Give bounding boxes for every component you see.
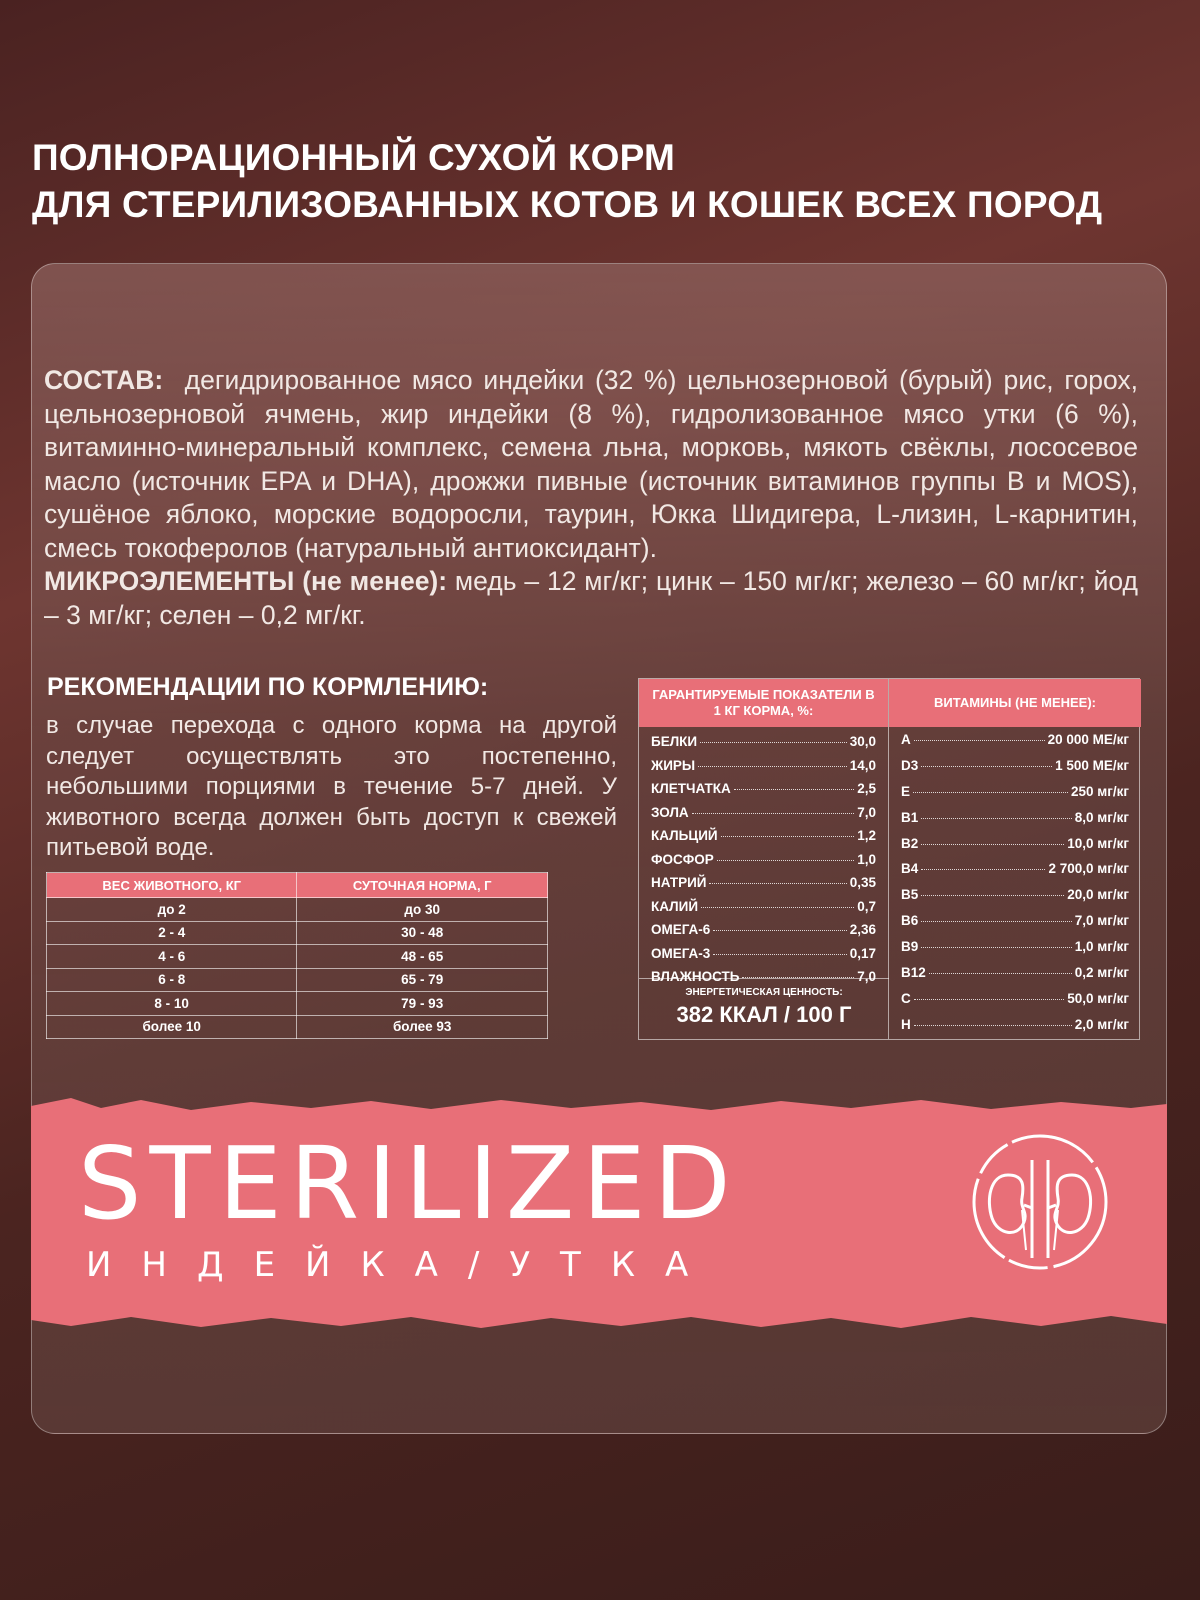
weight-cell: 8 - 10 [47, 992, 297, 1016]
analysis-row [639, 828, 888, 852]
micro-text: медь – 12 мг/кг; цинк – 150 мг/кг; железо – 60 мг/кг; йод – 3 мг/кг; селен – 0,2 мг/кг. [44, 566, 1138, 630]
daily-norm-cell: до 30 [297, 898, 548, 922]
daily-norm-cell: 65 - 79 [297, 968, 548, 992]
analysis-row [639, 781, 888, 805]
analysis-list [639, 727, 888, 993]
vitamin-value: 20,0 мг/кг [1067, 887, 1129, 903]
feeding-text: в случае перехода с одного корма на другой следует осуществлять это постепенно, небольшими порциями в течение 5-7 дней. У животного всегда должен быть доступ к свежей питьевой воде. [46, 712, 617, 861]
analysis-label: НАТРИЙ [651, 875, 707, 890]
page-title [32, 134, 1172, 228]
analysis-value: 2,5 [857, 781, 876, 796]
analysis-label: ОМЕГА-6 [651, 922, 711, 937]
vitamin-label: B1 [901, 809, 919, 825]
analysis-row [639, 946, 888, 970]
vitamin-row [889, 991, 1141, 1017]
daily-norm-column-header: СУТОЧНАЯ НОРМА, Г [297, 873, 548, 898]
vitamins-heading: ВИТАМИНЫ (НЕ МЕНЕЕ): [889, 679, 1141, 727]
composition-block [44, 364, 1138, 632]
guaranteed-analysis [639, 679, 889, 1039]
analysis-row [639, 899, 888, 923]
vitamin-value: 8,0 мг/кг [1074, 809, 1129, 825]
dot-leader [914, 740, 1045, 741]
vitamin-row [889, 810, 1141, 836]
nutrition-box [638, 678, 1140, 1040]
vitamin-value: 2 700,0 мг/кг [1048, 861, 1129, 877]
analysis-value: 7,0 [857, 804, 876, 820]
dot-leader [713, 954, 846, 955]
energy-value: 382 ККАЛ / 100 Г [676, 1002, 852, 1027]
dot-leader [929, 973, 1072, 974]
analysis-value: 1,0 [857, 851, 876, 867]
weight-column-header: ВЕС ЖИВОТНОГО, КГ [47, 873, 297, 898]
feeding-table-header [47, 873, 548, 898]
kidney-icon [968, 1130, 1113, 1275]
analysis-label: КАЛИЙ [651, 898, 699, 914]
dot-leader [913, 792, 1068, 793]
dot-leader [700, 742, 847, 743]
feeding-table-row [47, 992, 548, 1016]
vitamin-row [889, 887, 1141, 913]
dot-leader [921, 869, 1045, 870]
vitamin-value: 250 мг/кг [1070, 783, 1129, 799]
dot-leader [921, 818, 1071, 819]
feeding-heading: РЕКОМЕНДАЦИИ ПО КОРМЛЕНИЮ: [47, 673, 489, 701]
vitamin-value: 20 000 МЕ/кг [1047, 732, 1129, 747]
vitamins-list [889, 727, 1141, 1043]
vitamin-row [889, 784, 1141, 810]
vitamin-label: A [901, 732, 911, 747]
feeding-table-row [47, 1015, 548, 1039]
dot-leader [921, 921, 1071, 922]
vitamin-label: B9 [901, 939, 919, 955]
vitamin-value: 10,0 мг/кг [1067, 835, 1129, 851]
vitamin-row [889, 913, 1141, 939]
analysis-label: ЗОЛА [651, 804, 689, 820]
analysis-label: ЖИРЫ [651, 757, 696, 773]
title-line-1: ПОЛНОРАЦИОННЫЙ СУХОЙ КОРМ [32, 137, 675, 178]
vitamin-label: B5 [901, 887, 919, 903]
energy-value-block [639, 978, 889, 1039]
dot-leader [921, 947, 1071, 948]
vitamin-value: 1,0 мг/кг [1074, 939, 1129, 955]
analysis-value: 30,0 [849, 734, 876, 749]
vitamin-label: B2 [901, 835, 919, 851]
analysis-label: БЕЛКИ [651, 734, 698, 749]
analysis-label: КАЛЬЦИЙ [651, 828, 718, 843]
vitamin-value: 50,0 мг/кг [1067, 990, 1129, 1006]
analysis-row [639, 922, 888, 946]
dot-leader [709, 883, 846, 884]
vitamin-row [889, 836, 1141, 862]
vitamin-label: E [901, 783, 911, 799]
dot-leader [721, 836, 855, 837]
vitamin-value: 2,0 мг/кг [1074, 1016, 1129, 1032]
vitamin-row [889, 861, 1141, 887]
vitamin-row [889, 1017, 1141, 1043]
feeding-table-row [47, 945, 548, 969]
feeding-table [46, 872, 548, 1039]
analysis-value: 0,17 [849, 945, 876, 961]
analysis-label: КЛЕТЧАТКА [651, 781, 731, 796]
dot-leader [692, 813, 855, 814]
analysis-value: 0,7 [857, 898, 876, 914]
vitamin-label: B6 [901, 913, 919, 929]
dot-leader [713, 930, 846, 931]
daily-norm-cell: 30 - 48 [297, 921, 548, 945]
analysis-heading: ГАРАНТИРУЕМЫЕ ПОКАЗАТЕЛИ В 1 КГ КОРМА, %: [639, 679, 888, 727]
weight-cell: 6 - 8 [47, 968, 297, 992]
weight-cell: 2 - 4 [47, 921, 297, 945]
analysis-row [639, 875, 888, 899]
analysis-label: ОМЕГА-3 [651, 945, 711, 961]
weight-cell: 4 - 6 [47, 945, 297, 969]
analysis-label: ВЛАЖНОСТЬ [651, 969, 740, 984]
analysis-row [639, 758, 888, 782]
feeding-table-row [47, 898, 548, 922]
analysis-value: 2,36 [849, 922, 876, 937]
weight-cell: более 10 [47, 1015, 297, 1039]
feeding-table-row [47, 921, 548, 945]
dot-leader [914, 1025, 1072, 1026]
vitamin-label: C [901, 990, 911, 1006]
analysis-row [639, 852, 888, 876]
analysis-value: 1,2 [857, 828, 876, 843]
analysis-row [639, 734, 888, 758]
analysis-value: 0,35 [849, 875, 876, 890]
title-line-2: ДЛЯ СТЕРИЛИЗОВАННЫХ КОТОВ И КОШЕК ВСЕХ ПОРОД [32, 184, 1103, 225]
dot-leader [701, 907, 854, 908]
brand-name: STERILIZED [78, 1125, 739, 1242]
weight-cell: до 2 [47, 898, 297, 922]
dot-leader [914, 999, 1064, 1000]
vitamin-label: D3 [901, 757, 919, 773]
flavor-name: ИНДЕЙКА/УТКА [86, 1245, 719, 1285]
dot-leader [921, 895, 1064, 896]
composition-text: дегидрированное мясо индейки (32 %) цельнозерновой (бурый) рис, горох, цельнозерновой ячмень, жир индейки (8 %), гидролизованное мясо утки (6 %), витаминно-минеральный комплекс, семена льна, морковь, мякоть свёклы, лососевое масло (источник EPA и DHA), дрожжи пивные (источник витаминов группы В и MOS), сушёное яблоко, морские водоросли, таурин, Юкка Шидигера, L-лизин, L-карнитин, смесь токоферолов (натуральный антиоксидант). [44, 365, 1138, 563]
dot-leader [717, 860, 854, 861]
energy-label: ЭНЕРГЕТИЧЕСКАЯ ЦЕННОСТЬ: [685, 987, 843, 998]
vitamin-value: 1 500 МЕ/кг [1055, 757, 1129, 773]
daily-norm-cell: 79 - 93 [297, 992, 548, 1016]
feeding-table-row [47, 968, 548, 992]
vitamin-value: 0,2 мг/кг [1074, 965, 1129, 981]
vitamin-label: H [901, 1016, 911, 1032]
analysis-label: ФОСФОР [651, 851, 714, 867]
dot-leader [921, 844, 1064, 845]
dot-leader [734, 789, 854, 790]
vitamin-row [889, 732, 1141, 758]
vitamin-row [889, 758, 1141, 784]
analysis-value: 7,0 [857, 969, 876, 984]
analysis-value: 14,0 [849, 757, 876, 773]
dot-leader [698, 766, 847, 767]
dot-leader [921, 766, 1052, 767]
vitamin-row [889, 939, 1141, 965]
daily-norm-cell: более 93 [297, 1015, 548, 1039]
vitamin-label: B4 [901, 861, 919, 877]
micro-label: МИКРОЭЛЕМЕНТЫ (не менее): [44, 566, 448, 596]
vitamins-section [889, 679, 1141, 1039]
analysis-row [639, 805, 888, 829]
daily-norm-cell: 48 - 65 [297, 945, 548, 969]
vitamin-label: B12 [901, 965, 926, 981]
vitamin-row [889, 965, 1141, 991]
composition-label: СОСТАВ: [44, 365, 164, 395]
vitamin-value: 7,0 мг/кг [1074, 913, 1129, 929]
